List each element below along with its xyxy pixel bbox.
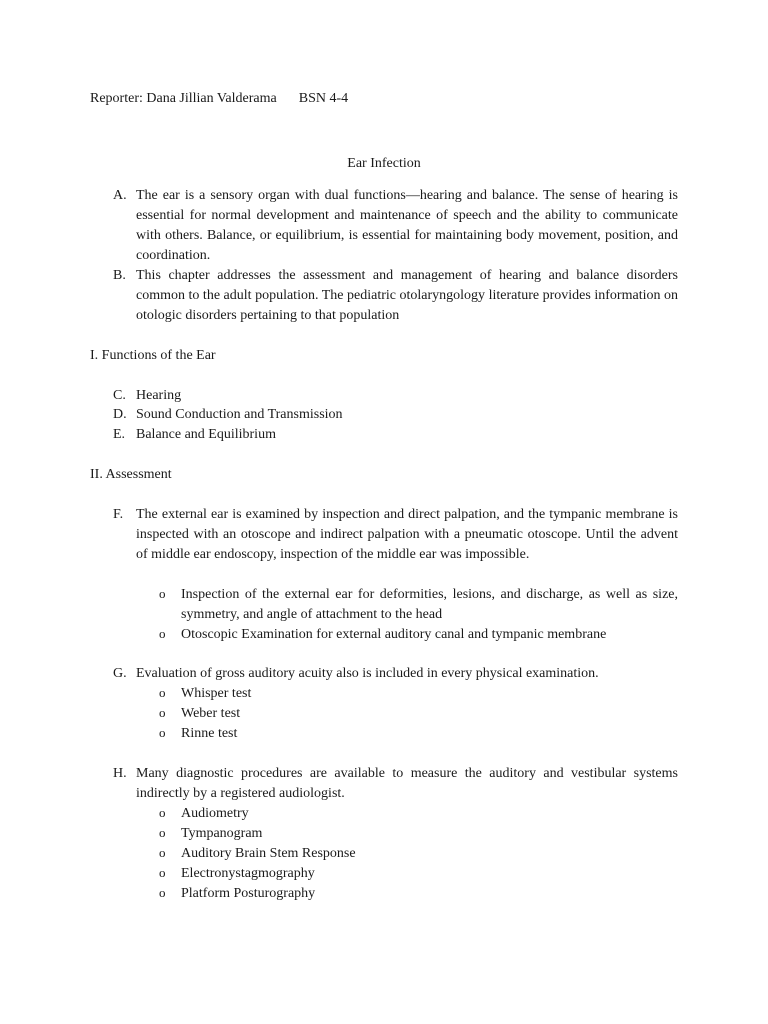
bullet-item <box>159 724 678 744</box>
item-text: The ear is a sensory organ with dual functions—hearing and balance. The sense of hearing is essential for normal development and maintenance of speech and the ability to communicate with others. Balance, or equilibrium, is essential for maintaining body movement, position, and coordination. <box>136 188 678 263</box>
bullet-text: Weber test <box>181 706 241 721</box>
item-label: A. <box>113 188 127 203</box>
item-text: Hearing <box>136 388 182 403</box>
item-text: Evaluation of gross auditory acuity also is included in every physical examination. <box>136 666 599 681</box>
bullet-text: Whisper test <box>181 686 252 701</box>
bullet-text: Tympanogram <box>181 826 263 841</box>
function-item-hearing <box>113 386 678 406</box>
item-label: H. <box>113 766 127 781</box>
bullet-item <box>159 684 678 704</box>
bullet-item <box>159 704 678 724</box>
item-label: F. <box>113 507 124 522</box>
bullet-text: Audiometry <box>181 806 249 821</box>
item-text: This chapter addresses the assessment and management of hearing and balance disorders common to the adult population. The pediatric otolaryngology literature provides information on otologic disorders pertaining to that population <box>136 268 678 323</box>
item-label: E. <box>113 427 126 442</box>
bullet-item <box>159 844 678 864</box>
bullet-item <box>159 884 678 904</box>
bullet-item <box>159 824 678 844</box>
bullet-text: Rinne test <box>181 726 238 741</box>
item-label: G. <box>113 666 127 681</box>
bullet-mark: o <box>159 626 166 641</box>
function-item-balance <box>113 425 678 445</box>
bullet-mark: o <box>159 725 166 740</box>
reporter-name: Reporter: Dana Jillian Valderama <box>90 91 277 106</box>
bullet-mark: o <box>159 685 166 700</box>
bullet-text: Platform Posturography <box>181 886 316 901</box>
item-label: D. <box>113 407 127 422</box>
reporter-line <box>90 89 348 109</box>
bullet-item <box>159 804 678 824</box>
section-heading-functions: I. Functions of the Ear <box>90 348 216 363</box>
bullet-text: Inspection of the external ear for deformities, lesions, and discharge, as well as size, symmetry, and angle of attachment to the head <box>181 587 678 622</box>
function-item-sound <box>113 405 678 425</box>
assessment-item-g <box>113 664 678 684</box>
item-text: Many diagnostic procedures are available to measure the auditory and vestibular systems indirectly by a registered audiologist. <box>136 766 678 801</box>
item-text: The external ear is examined by inspection and direct palpation, and the tympanic membrane is inspected with an otoscope and indirect palpation with a pneumatic otoscope. Until the advent of middle ear endoscopy, inspection of the middle ear was impossible. <box>136 507 678 562</box>
bullet-mark: o <box>159 885 166 900</box>
bullet-item <box>159 625 678 645</box>
course-section: BSN 4-4 <box>298 91 349 106</box>
assessment-item-h <box>113 764 678 804</box>
bullet-item <box>159 864 678 884</box>
section-heading-assessment: II. Assessment <box>90 467 172 482</box>
document-title: Ear Infection <box>347 156 421 171</box>
bullet-mark: o <box>159 845 166 860</box>
bullet-item <box>159 585 678 625</box>
bullet-text: Electronystagmography <box>181 866 315 881</box>
bullet-mark: o <box>159 805 166 820</box>
assessment-item-f <box>113 505 678 565</box>
bullet-mark: o <box>159 586 166 601</box>
item-text: Sound Conduction and Transmission <box>136 407 343 422</box>
item-text: Balance and Equilibrium <box>136 427 276 442</box>
bullet-mark: o <box>159 865 166 880</box>
intro-item-b <box>113 266 678 326</box>
item-label: C. <box>113 388 126 403</box>
item-label: B. <box>113 268 126 283</box>
intro-item-a <box>113 186 678 266</box>
bullet-text: Auditory Brain Stem Response <box>181 846 356 861</box>
bullet-mark: o <box>159 705 166 720</box>
bullet-mark: o <box>159 825 166 840</box>
bullet-text: Otoscopic Examination for external auditory canal and tympanic membrane <box>181 627 607 642</box>
